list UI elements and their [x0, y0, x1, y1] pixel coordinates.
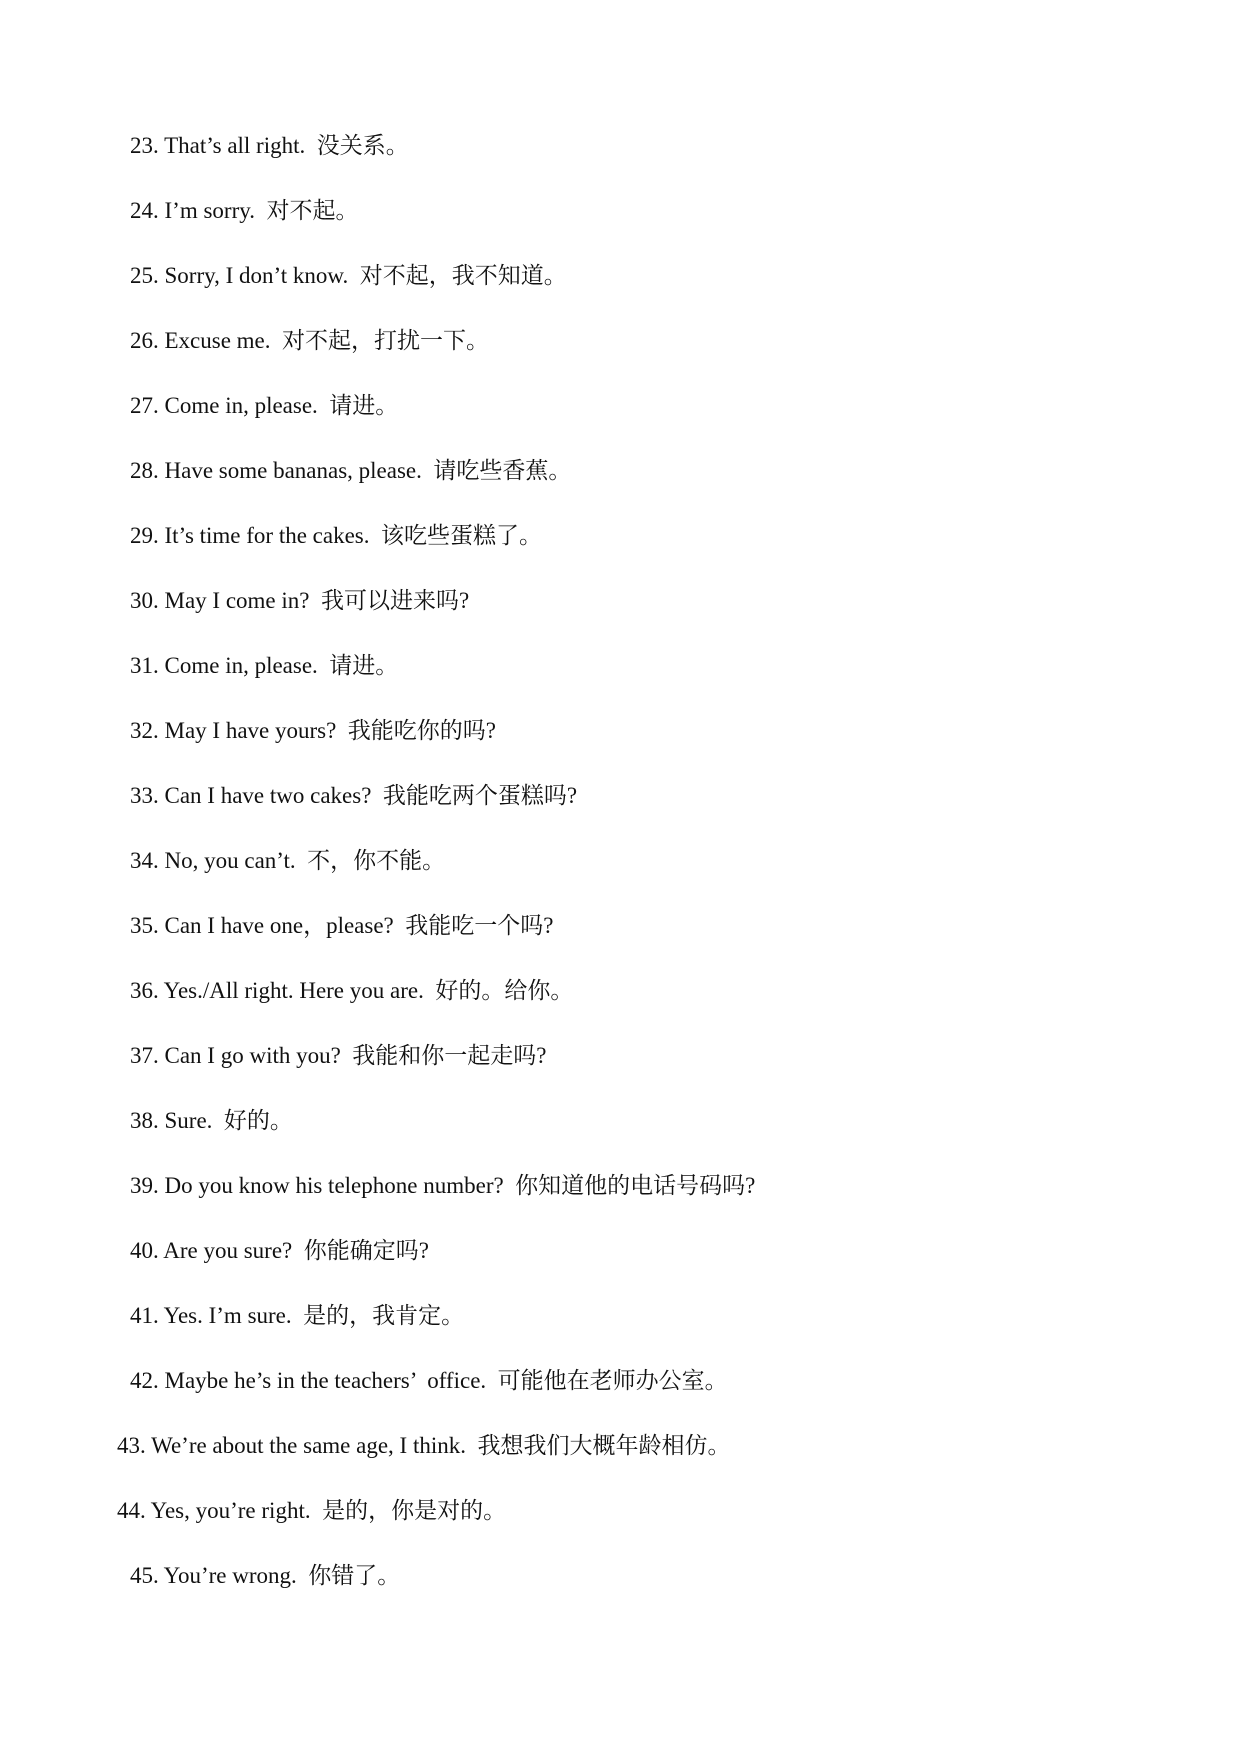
sentence-line: 36. Yes./All right. Here you are. 好的。给你。: [130, 978, 574, 1003]
sentence-line: 27. Come in, please. 请进。: [130, 393, 399, 418]
sentence-line: 24. I’m sorry. 对不起。: [130, 198, 359, 223]
sentence-line: 23. That’s all right. 没关系。: [130, 133, 409, 158]
sentence-line: 42. Maybe he’s in the teachers’ office. 可能他在老师办公室。: [130, 1368, 728, 1393]
sentence-line: 44. Yes, you’re right. 是的，你是对的。: [117, 1498, 507, 1523]
sentence-line: 29. It’s time for the cakes. 该吃些蛋糕了。: [130, 523, 543, 548]
sentence-line: 41. Yes. I’m sure. 是的，我肯定。: [130, 1303, 465, 1328]
sentence-line: 34. No, you can’t. 不，你不能。: [130, 848, 446, 873]
sentence-line: 38. Sure. 好的。: [130, 1108, 293, 1133]
sentence-line: 43. We’re about the same age, I think. 我想我们大概年龄相仿。: [117, 1433, 731, 1458]
sentence-line: 30. May I come in? 我可以进来吗?: [130, 588, 470, 613]
sentence-line: 40. Are you sure? 你能确定吗?: [130, 1238, 429, 1263]
sentence-line: 32. May I have yours? 我能吃你的吗?: [130, 718, 497, 743]
sentence-line: 37. Can I go with you? 我能和你一起走吗?: [130, 1043, 547, 1068]
sentence-line: 35. Can I have one，please? 我能吃一个吗?: [130, 913, 554, 938]
sentence-line: 45. You’re wrong. 你错了。: [130, 1563, 401, 1588]
sentence-line: 25. Sorry, I don’t know. 对不起，我不知道。: [130, 263, 567, 288]
sentence-line: 26. Excuse me. 对不起，打扰一下。: [130, 328, 490, 353]
sentence-line: 28. Have some bananas, please. 请吃些香蕉。: [130, 458, 572, 483]
sentence-line: 39. Do you know his telephone number? 你知道他的电话号码吗?: [130, 1173, 756, 1198]
sentence-line: 31. Come in, please. 请进。: [130, 653, 399, 678]
sentence-line: 33. Can I have two cakes? 我能吃两个蛋糕吗?: [130, 783, 578, 808]
